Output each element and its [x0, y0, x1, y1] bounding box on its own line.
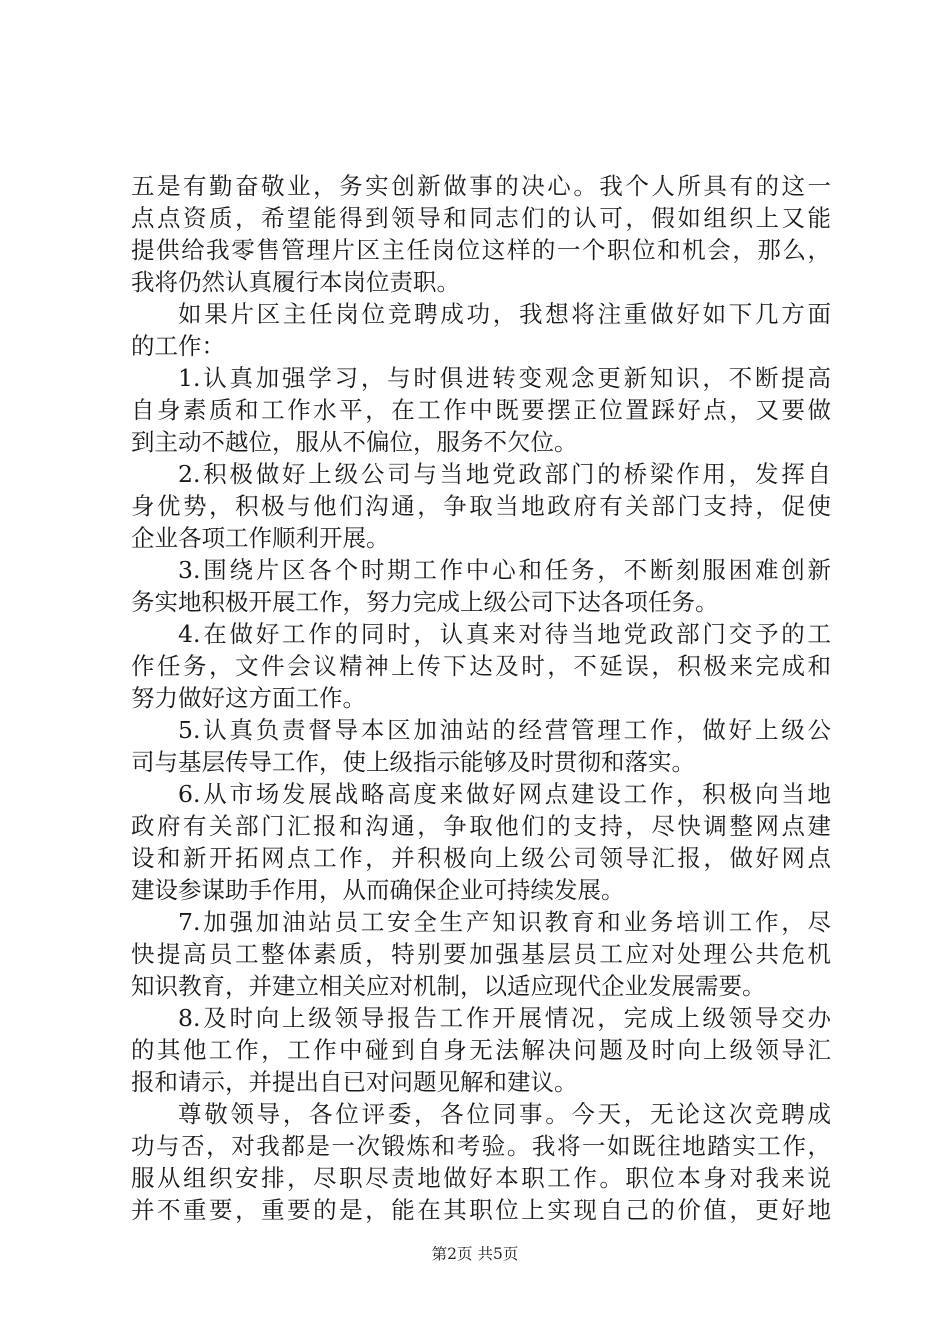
text-line: 尊敬领导，各位评委，各位同事。今天，无论这次竞聘成 [178, 1100, 831, 1128]
text-line: 如果片区主任岗位竞聘成功，我想将注重做好如下几方面 [178, 300, 831, 328]
text-line: 努力做好这方面工作。 [131, 684, 366, 712]
text-line: 的其他工作，工作中碰到自身无法解决问题及时向上级领导汇 [131, 1036, 831, 1064]
page-footer: 第2页 共5页 [431, 1245, 519, 1263]
text-line: 报和请示，并提出自已对问题见解和建议。 [131, 1068, 578, 1096]
text-line: 务实地积极开展工作，努力完成上级公司下达各项任务。 [131, 588, 719, 616]
text-line: 4.在做好工作的同时，认真来对待当地党政部门交予的工 [178, 620, 831, 648]
text-line: 快提高员工整体素质，特别要加强基层员工应对处理公共危机 [131, 940, 831, 968]
text-line: 5.认真负责督导本区加油站的经营管理工作，做好上级公 [178, 716, 831, 744]
text-line: 并不重要，重要的是，能在其职位上实现自己的价值，更好地 [131, 1196, 831, 1224]
text-line: 3.围绕片区各个时期工作中心和任务，不断刻服困难创新 [178, 556, 831, 584]
text-line: 身优势，积极与他们沟通，争取当地政府有关部门支持，促使 [131, 492, 831, 520]
text-line: 2.积极做好上级公司与当地党政部门的桥梁作用，发挥自 [178, 460, 831, 488]
text-line: 五是有勤奋敬业，务实创新做事的决心。我个人所具有的这一 [131, 172, 831, 200]
text-line: 6.从市场发展战略高度来做好网点建设工作，积极向当地 [178, 780, 831, 808]
text-line: 1.认真加强学习，与时俱进转变观念更新知识，不断提高 [178, 364, 831, 392]
document-body [131, 170, 831, 1226]
text-line: 到主动不越位，服从不偏位，服务不欠位。 [131, 428, 578, 456]
text-line: 功与否，对我都是一次锻炼和考验。我将一如既往地踏实工作， [131, 1132, 831, 1160]
text-line: 设和新开拓网点工作，并积极向上级公司领导汇报，做好网点 [131, 844, 831, 872]
text-line: 7.加强加油站员工安全生产知识教育和业务培训工作，尽 [178, 908, 831, 936]
text-line: 点点资质，希望能得到领导和同志们的认可，假如组织上又能 [131, 204, 831, 232]
text-line: 服从组织安排，尽职尽责地做好本职工作。职位本身对我来说 [131, 1164, 831, 1192]
text-line: 企业各项工作顺利开展。 [131, 524, 390, 552]
text-line: 的工作： [131, 332, 225, 360]
text-line: 司与基层传导工作，使上级指示能够及时贯彻和落实。 [131, 748, 695, 776]
text-line: 知识教育，并建立相关应对机制，以适应现代企业发展需要。 [131, 972, 766, 1000]
text-line: 政府有关部门汇报和沟通，争取他们的支持，尽快调整网点建 [131, 812, 831, 840]
text-line: 8.及时向上级领导报告工作开展情况，完成上级领导交办 [178, 1004, 831, 1032]
text-line: 我将仍然认真履行本岗位责职。 [131, 268, 460, 296]
text-line: 建设参谋助手作用，从而确保企业可持续发展。 [131, 876, 625, 904]
text-line: 自身素质和工作水平，在工作中既要摆正位置踩好点，又要做 [131, 396, 831, 424]
text-line: 作任务，文件会议精神上传下达及时，不延误，积极来完成和 [131, 652, 831, 680]
text-line: 提供给我零售管理片区主任岗位这样的一个职位和机会，那么， [131, 236, 831, 264]
